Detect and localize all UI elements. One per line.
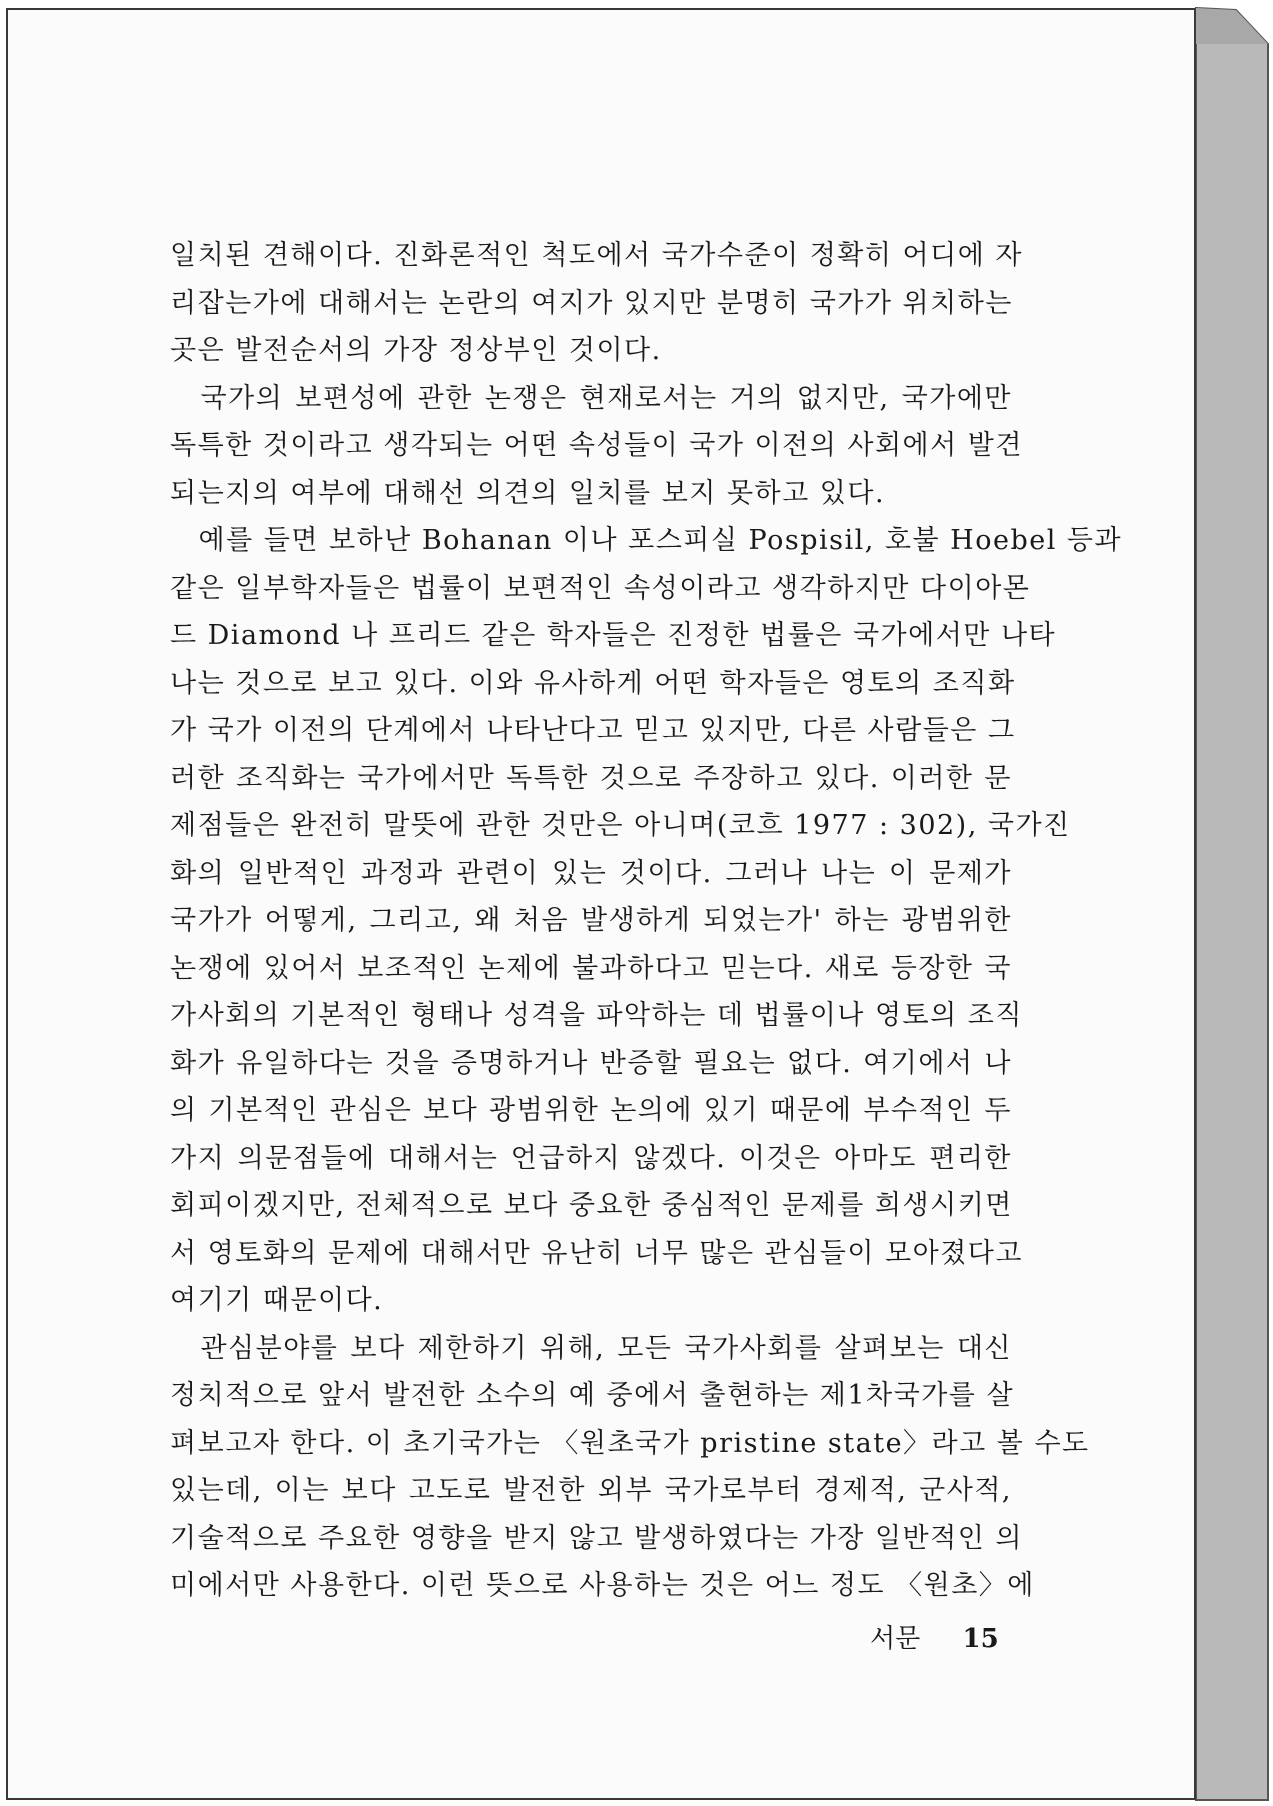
- footer-section-title: 서문: [870, 1624, 921, 1654]
- text-line: 기술적으로 주요한 영향을 받지 않고 발생하였다는 가장 일반적인 의: [170, 1522, 1023, 1554]
- text-line: 국가가 어떻게, 그리고, 왜 처음 발생하게 되었는가' 하는 광범위한: [170, 905, 1012, 936]
- text-line: 가 국가 이전의 단계에서 나타난다고 믿고 있지만, 다른 사람들은 그: [170, 715, 1016, 746]
- text-line: 관심분야를 보다 제한하기 위해, 모든 국가사회를 살펴보는 대신: [170, 1332, 1012, 1364]
- text-line: 가지 의문점들에 대해서는 언급하지 않겠다. 이것은 아마도 편리한: [170, 1142, 1012, 1174]
- text-line: 논쟁에 있어서 보조적인 논제에 불과하다고 믿는다. 새로 등장한 국: [170, 952, 1012, 984]
- text-line: 같은 일부학자들은 법률이 보편적인 속성이라고 생각하지만 다이아몬: [170, 572, 1031, 604]
- text-line: 의 기본적인 관심은 보다 광범위한 논의에 있기 때문에 부수적인 두: [170, 1095, 1012, 1126]
- text-line: 독특한 것이라고 생각되는 어떤 속성들이 국가 이전의 사회에서 발견: [170, 430, 1023, 461]
- page-number: 15: [962, 1624, 999, 1654]
- text-line: 미에서만 사용한다. 이런 뜻으로 사용하는 것은 어느 정도 〈원초〉에: [170, 1570, 1035, 1601]
- text-line: 펴보고자 한다. 이 초기국가는 〈원초국가 pristine state〉라고 볼 수도: [170, 1427, 1090, 1459]
- text-line: 여기기 때문이다.: [170, 1285, 384, 1316]
- text-line: 화가 유일하다는 것을 증명하거나 반증할 필요는 없다. 여기에서 나: [170, 1047, 1012, 1079]
- text-line: 있는데, 이는 보다 고도로 발전한 외부 국가로부터 경제적, 군사적,: [170, 1475, 1012, 1506]
- text-line: 리잡는가에 대해서는 논란의 여지가 있지만 분명히 국가가 위치하는: [170, 287, 1013, 319]
- text-line: 화의 일반적인 과정과 관련이 있는 것이다. 그러나 나는 이 문제가: [170, 857, 1012, 889]
- text-line: 되는지의 여부에 대해선 의견의 일치를 보지 못하고 있다.: [170, 477, 886, 509]
- text-line: 예를 들면 보하난 Bohanan 이나 포스피실 Pospisil, 호불 Hoebel 등과: [170, 525, 1123, 556]
- text-line: 제점들은 완전히 말뜻에 관한 것만은 아니며(코흐 1977 : 302), 국가진: [170, 810, 1071, 841]
- body-text: [170, 232, 1123, 1610]
- text-line: 곳은 발전순서의 가장 정상부인 것이다.: [170, 335, 662, 366]
- text-line: 회피이겠지만, 전체적으로 보다 중요한 중심적인 문제를 희생시키면: [170, 1190, 1013, 1221]
- text-line: 가사회의 기본적인 형태나 성격을 파악하는 데 법률이나 영토의 조직: [170, 1000, 1023, 1031]
- page-footer: [870, 1618, 1030, 1655]
- text-line: 일치된 견해이다. 진화론적인 척도에서 국가수준이 정확히 어디에 자: [170, 240, 1023, 271]
- text-line: 러한 조직화는 국가에서만 독특한 것으로 주장하고 있다. 이러한 문: [170, 762, 1012, 794]
- text-line: 서 영토화의 문제에 대해서만 유난히 너무 많은 관심들이 모아졌다고: [170, 1237, 1023, 1269]
- text-line: 정치적으로 앞서 발전한 소수의 예 중에서 출현하는 제1차국가를 살: [170, 1380, 1015, 1411]
- text-line: 나는 것으로 보고 있다. 이와 유사하게 어떤 학자들은 영토의 조직화: [170, 667, 1016, 699]
- text-line: 드 Diamond 나 프리드 같은 학자들은 진정한 법률은 국가에서만 나타: [170, 620, 1057, 651]
- text-line: 국가의 보편성에 관한 논쟁은 현재로서는 거의 없지만, 국가에만: [170, 382, 1012, 414]
